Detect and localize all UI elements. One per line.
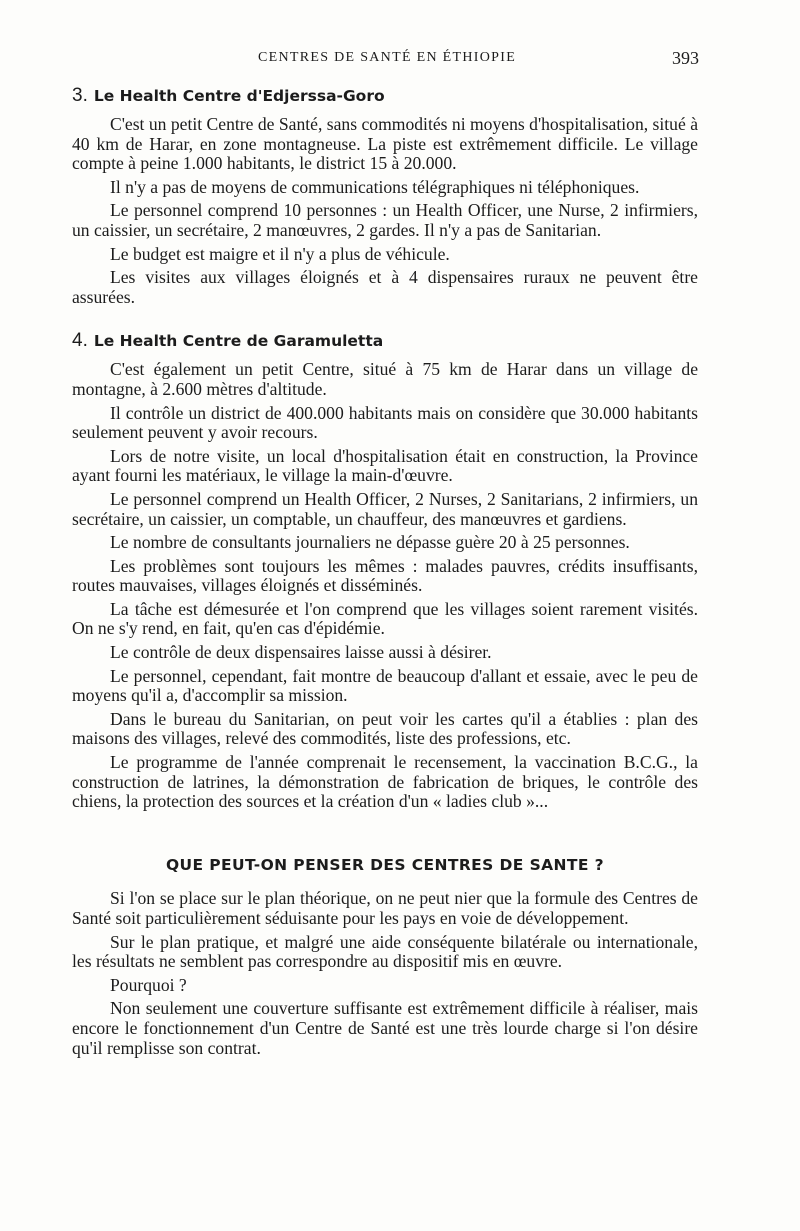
section-heading bbox=[72, 84, 698, 107]
section-number: 4. bbox=[72, 330, 88, 352]
section-garamuletta bbox=[72, 329, 698, 811]
running-header bbox=[0, 48, 800, 72]
body-text bbox=[72, 84, 698, 1062]
paragraph: C'est également un petit Centre, situé à 75 km de Harar dans un village de montagne, à 2.600 mètres d'altitude. bbox=[72, 359, 698, 399]
paragraph: Le nombre de consultants journaliers ne dépasse guère 20 à 25 personnes. bbox=[110, 532, 630, 553]
section-heading bbox=[72, 329, 698, 352]
paragraph: Les problèmes sont toujours les mêmes : malades pauvres, crédits insuffisants, routes mauvaises, villages éloignés et disséminés. bbox=[72, 555, 698, 596]
paragraph: C'est un petit Centre de Santé, sans commodités ni moyens d'hospitalisation, situé à 40 km de Harar, en zone montagneuse. La piste est extrêmement difficile. Le village compte à peine 1.000 habitants, le district 15 à 20.000. bbox=[72, 114, 698, 174]
chapter-centres-de-sante bbox=[72, 856, 698, 1058]
paragraph: Si l'on se place sur le plan théorique, on ne peut nier que la formule des Centres de Santé soit particulièrement séduisante pour les pays en voie de développement. bbox=[72, 888, 698, 928]
paragraph: Le budget est maigre et il n'y a plus de véhicule. bbox=[110, 243, 450, 264]
paragraph: Il contrôle un district de 400.000 habitants mais on considère que 30.000 habitants seulement peuvent y avoir recours. bbox=[72, 402, 698, 443]
section-edjerssa-goro bbox=[72, 84, 698, 307]
section-title: Le Health Centre d'Edjerssa-Goro bbox=[93, 87, 385, 105]
paragraph: Dans le bureau du Sanitarian, on peut voir les cartes qu'il a établies : plan des maisons des villages, relevé des commodités, liste des professions, etc. bbox=[72, 708, 698, 749]
paragraph: Non seulement une couverture suffisante est extrêmement difficile à réaliser, mais encore le fonctionnement d'un Centre de Santé est une très lourde charge si l'on désire qu'il remplisse son contrat. bbox=[72, 998, 698, 1058]
paragraph: Pourquoi ? bbox=[110, 974, 187, 995]
paragraph: Lors de notre visite, un local d'hospitalisation était en construction, la Province ayant fourni les matériaux, le village la main-d'œuvre. bbox=[72, 445, 698, 486]
paragraph: Le personnel comprend 10 personnes : un Health Officer, une Nurse, 2 infirmiers, un caissier, un secrétaire, 2 manœuvres, 2 gardes. Il n'y a pas de Sanitarian. bbox=[72, 200, 698, 240]
paragraph: Le programme de l'année comprenait le recensement, la vaccination B.C.G., la construction de latrines, la démonstration de fabrication de briques, le contrôle des chiens, la protection des sources et la création d'un « ladies club »... bbox=[72, 752, 698, 812]
spacer bbox=[72, 816, 698, 856]
paragraph: Il n'y a pas de moyens de communications télégraphiques ni téléphoniques. bbox=[110, 176, 640, 197]
section-title: Le Health Centre de Garamuletta bbox=[93, 332, 384, 351]
page-number: 393 bbox=[672, 48, 699, 68]
paragraph: Sur le plan pratique, et malgré une aide conséquente bilatérale ou internationale, les résultats ne semblent pas correspondre au dispositif mis en œuvre. bbox=[72, 931, 698, 972]
running-title: CENTRES DE SANTÉ EN ÉTHIOPIE bbox=[258, 50, 517, 65]
paragraph: Le contrôle de deux dispensaires laisse aussi à désirer. bbox=[110, 642, 492, 663]
section-number: 3. bbox=[72, 85, 88, 106]
paragraph: Le personnel comprend un Health Officer, 2 Nurses, 2 Sanitarians, 2 infirmiers, un secrétaire, un caissier, un comptable, un chauffeur, des manœuvres et gardiens. bbox=[72, 488, 698, 529]
paragraph: Les visites aux villages éloignés et à 4 dispensaires ruraux ne peuvent être assurées. bbox=[72, 267, 698, 307]
paragraph: Le personnel, cependant, fait montre de beaucoup d'allant et essaie, avec le peu de moyens qu'il a, d'accomplir sa mission. bbox=[72, 665, 698, 706]
paragraph: La tâche est démesurée et l'on comprend que les villages soient rarement visités. On ne s'y rend, en fait, qu'en cas d'épidémie. bbox=[72, 598, 698, 639]
chapter-heading: QUE PEUT-ON PENSER DES CENTRES DE SANTE ? bbox=[165, 855, 605, 874]
spacer bbox=[72, 311, 698, 329]
